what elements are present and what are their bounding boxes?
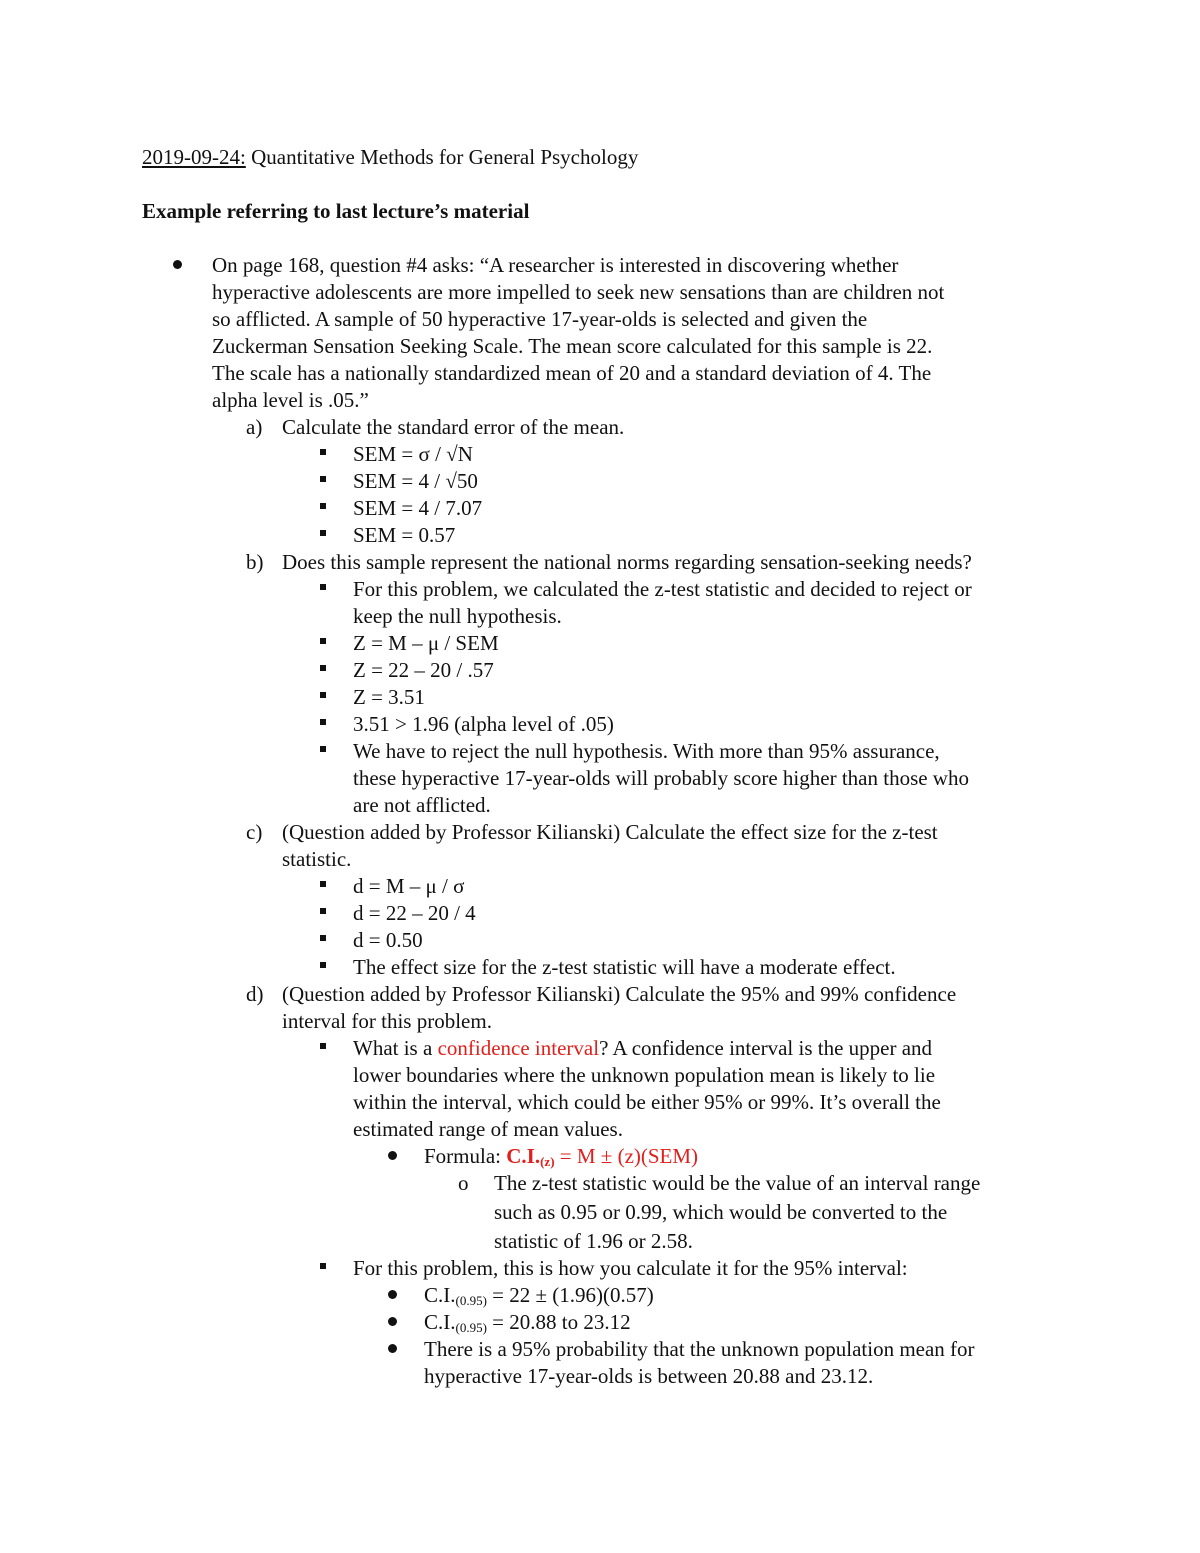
effect-step: d = 0.50 (353, 928, 423, 952)
question-line: hyperactive adolescents are more impelled to seek new sensations than are children not (212, 280, 945, 304)
z-step: We have to reject the null hypothesis. With more than 95% assurance, (353, 739, 940, 763)
ci-calc-post: = 22 ± (1.96)(0.57) (486, 1283, 654, 1307)
bullet-square-icon (320, 908, 326, 914)
question-line: Zuckerman Sensation Seeking Scale. The mean score calculated for this sample is 22. (212, 334, 933, 358)
z-step: 3.51 > 1.96 (alpha level of .05) (353, 712, 614, 736)
sem-step: SEM = 4 / 7.07 (353, 496, 483, 520)
ci-definition: lower boundaries where the unknown population mean is likely to lie (353, 1063, 936, 1087)
header-course: Quantitative Methods for General Psychology (245, 145, 639, 169)
bullet-square-icon (320, 530, 326, 536)
formula-ci-sub: (z) (540, 1154, 555, 1169)
sem-step: SEM = 4 / √50 (353, 469, 478, 493)
effect-step: d = 22 – 20 / 4 (353, 901, 476, 925)
bullet-square-icon (320, 449, 326, 455)
bullet-square-icon (320, 935, 326, 941)
part-b-marker: b) (246, 550, 264, 574)
z-step: Z = 22 – 20 / .57 (353, 658, 494, 682)
z-step: Z = 3.51 (353, 685, 425, 709)
calc-intro: For this problem, this is how you calculate it for the 95% interval: (353, 1256, 908, 1280)
bullet-square-icon (320, 1043, 326, 1049)
z-step: keep the null hypothesis. (353, 604, 562, 628)
ci-def-prefix: What is a (353, 1036, 438, 1060)
question-line: On page 168, question #4 asks: “A researcher is interested in discovering whether (212, 253, 899, 277)
ci-conclusion: hyperactive 17-year-olds is between 20.88 and 23.12. (424, 1364, 874, 1388)
formula-label: Formula: (424, 1144, 507, 1168)
bullet-square-icon (320, 962, 326, 968)
formula-note: statistic of 1.96 or 2.58. (494, 1229, 693, 1253)
z-step: are not afflicted. (353, 793, 491, 817)
question-line: so afflicted. A sample of 50 hyperactive 17-year-olds is selected and given the (212, 307, 868, 331)
bullet-square-icon (320, 719, 326, 725)
ci-calc-pre: C.I. (424, 1283, 456, 1307)
sem-step: SEM = 0.57 (353, 523, 456, 547)
bullet-square-icon (320, 503, 326, 509)
section-heading: Example referring to last lecture’s material (142, 199, 530, 223)
bullet-square-icon (320, 665, 326, 671)
ci-definition: within the interval, which could be either 95% or 99%. It’s overall the (353, 1090, 941, 1114)
formula-ci: C.I. (506, 1144, 541, 1168)
ci-def-suffix: ? A confidence interval is the upper and (599, 1036, 933, 1060)
ci-calc-pre: C.I. (424, 1310, 456, 1334)
ci-conclusion: There is a 95% probability that the unknown population mean for (424, 1337, 975, 1361)
effect-step: d = M – μ / σ (353, 874, 465, 898)
z-step: these hyperactive 17-year-olds will probably score higher than those who (353, 766, 969, 790)
bullet-square-icon (320, 1263, 326, 1269)
bullet-disc-icon (173, 260, 182, 269)
bullet-disc-icon (388, 1151, 397, 1160)
part-a-marker: a) (246, 415, 263, 439)
bullet-circle-icon: o (458, 1171, 469, 1195)
bullet-disc-icon (388, 1317, 397, 1326)
part-c-marker: c) (246, 820, 263, 844)
bullet-square-icon (320, 584, 326, 590)
part-d-marker: d) (246, 982, 264, 1006)
part-c-text: (Question added by Professor Kilianski) Calculate the effect size for the z-test (282, 820, 938, 844)
formula-note: The z-test statistic would be the value of an interval range (494, 1171, 981, 1195)
ci-calc-sub: (0.95) (455, 1293, 487, 1308)
formula-note: such as 0.95 or 0.99, which would be converted to the (494, 1200, 948, 1224)
bullet-disc-icon (388, 1290, 397, 1299)
effect-step: The effect size for the z-test statistic will have a moderate effect. (353, 955, 896, 979)
part-d-text: (Question added by Professor Kilianski) Calculate the 95% and 99% confidence (282, 982, 957, 1006)
ci-calc-post: = 20.88 to 23.12 (486, 1310, 631, 1334)
document-header (142, 144, 638, 171)
header-date: 2019-09-24: (142, 145, 246, 169)
part-c-text: statistic. (282, 847, 352, 871)
z-step: For this problem, we calculated the z-test statistic and decided to reject or (353, 577, 972, 601)
ci-calc-sub: (0.95) (455, 1320, 487, 1335)
bullet-square-icon (320, 638, 326, 644)
bullet-square-icon (320, 692, 326, 698)
bullet-disc-icon (388, 1344, 397, 1353)
bullet-square-icon (320, 746, 326, 752)
part-b-text: Does this sample represent the national norms regarding sensation-seeking needs? (282, 550, 972, 574)
ci-definition: estimated range of mean values. (353, 1117, 623, 1141)
part-a-text: Calculate the standard error of the mean. (282, 415, 625, 439)
z-step: Z = M – μ / SEM (353, 631, 499, 655)
ci-term: confidence interval (437, 1036, 600, 1060)
bullet-square-icon (320, 881, 326, 887)
formula-rest: = M ± (z)(SEM) (554, 1144, 699, 1168)
question-line: alpha level is .05.” (212, 388, 369, 412)
question-line: The scale has a nationally standardized mean of 20 and a standard deviation of 4. The (212, 361, 932, 385)
bullet-square-icon (320, 476, 326, 482)
sem-step: SEM = σ / √N (353, 442, 473, 466)
part-d-text: interval for this problem. (282, 1009, 492, 1033)
ci-definition (353, 1035, 932, 1062)
